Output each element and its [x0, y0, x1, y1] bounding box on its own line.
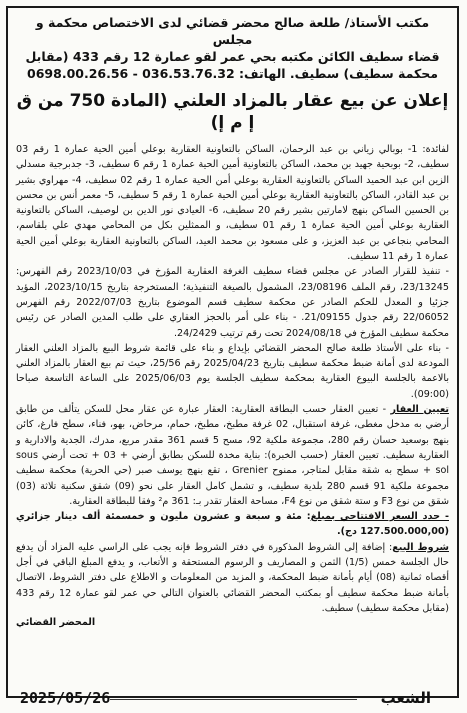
paragraph-sale-conditions: [16, 540, 449, 616]
notice-title: إعلان عن بيع عقار بالمزاد العلني (المادة 750 من ق إ م إ): [16, 91, 449, 133]
legal-notice-frame: [6, 6, 459, 698]
notice-body: [16, 142, 449, 616]
sale-conditions-label: شروط البيع: [392, 541, 449, 553]
header-line: محكمة سطيف) سطيف. الهاتف: 036.53.76.32 - 0698.00.26.56: [27, 66, 438, 81]
property-text: - تعيين العقار حسب البطاقة العقارية: العقار عبارة عن عقار محل للسكن يتألف من طابق أرضي به مدخل مغطى، غرفة استقبال، 02 غرفة مطبخ، مطبخ، حمام، مرحاض، بهو، فناء، سطح فارغ، كائن بنهج بوسعيد حسان رقم 280، مجموعة ملكية 92، مسح 5 قسم 361 مقدر مربع، مدرك، الجدية والادارية و العقارية سطيف. تعيين العقار (حسب الخبرة): بناية مخدة للسكن بطابق أرضي + 03 + تحت أرضي sous sol + سطح به شقة مقابل لمتاجر، ممنوح Grenier ، تقع بنهج يوسف صبر (حي الحرية) محكمة سطيف مجموعة ملكية 91 قسم 280 بلدية سطيف، و تشمل كامل العقار على نحو (09) شقق سكنية تلاثة (03) شقق من نوع F3 و ستة شقق من نوع F4، مساحة العقار تقدر بـ: 361 م² وفقا للبطاقة العقارية.: [16, 404, 450, 507]
notice-header: [16, 14, 449, 82]
publication-date: 2025/05/26: [20, 689, 111, 707]
sale-conditions-text: : إضافة إلى الشروط المذكورة في دفتر الشروط فإنه يجب على الراسي عليه المزاد أن يدفع حال الجلسة خمس (1/5) الثمن و المصاريف و الرسوم المستحقة و الأتعاب، و يدفع المبلغ الباقي في أجل أقصاه ثمانية (08) أيام بأمانة ضبط المحكمة، و المزيد من المعلومات و الاطلاع على دفتر الشروط، الاتصال بأمانة ضبط محكمة سطيف أو بمكتب المحضر القضائي بالعنوان التالي حي عمر لقو عمارة 12 رقم 433 (مقابل محكمة سطيف) سطيف.: [16, 541, 449, 614]
price-text: : مئة و سبعة و عشرون مليون و خمسمئة ألف دينار جزائري (127.500.000,00 دج).: [16, 511, 449, 538]
newspaper-name: الشعب: [380, 689, 431, 707]
clipping-footer: [0, 687, 467, 713]
footer-divider: [110, 699, 357, 700]
header-line: مكتب الأستاذ/ طلعة صالح محضر قضائي لدى الاختصاص محكمة و مجلس: [35, 15, 430, 47]
paragraph-property-description: [16, 402, 449, 509]
paragraph-opening-price: [16, 509, 449, 540]
signature: المحضر القضائي: [16, 617, 96, 629]
price-label: - حدد السعر الافتتاحي بمبلغ: [310, 511, 449, 523]
property-label: تعيين العقار: [390, 404, 449, 416]
paragraph-execution: - تنفيذ للقرار الصادر عن مجلس قضاء سطيف الغرفة العقارية المؤرخ في 2023/10/03 رقم الفهرس: 23/13245، رقم الملف 23/08196، المشمول بالصيغة التنفيذية؛ المستخرجة بتاريخ 2023/10/15، المؤيد جزئيا و المعدل للحكم الصادر عن محكمة سطيف قسم الموضوع بتاريخ 2022/07/03 رقم الفهرس 22/06052 رقم جدول 21/09155. - بناء على أمر بالحجز العقاري على طلب المدين الصادر عن رئيس محكمة سطيف المؤرخ في 2024/08/18 تحت رقم ترتيب 24/2429.: [16, 266, 449, 339]
paragraph-conditions-filing: - بناء على الأستاذ طلعة صالح المحضر القضائي بإيداع و بناء على قائمة شروط البيع بالمزاد العلني العقار المودعة لدى أمانة ضبط محكمة سطيف بتاريخ 2025/04/23 رقم 25/56، حيث تم بيع العقار بالمزاد العلني بالاعمة بالجلسة البيوع العقارية بمحكمة سطيف الجلسة يوم 2025/06/03 على الساعة التاسعة صباحا (09:00).: [16, 342, 449, 400]
header-line: قضاء سطيف الكائن مكتبه بحي عمر لقو عمارة 12 رقم 433 (مقابل: [25, 49, 440, 64]
paragraph-beneficiaries: لفائدة: 1- بوبالي زياني بن عبد الرحمان، الساكن بالتعاونية العقارية بوعلي أمين الحية عمارة 1 رقم 03 سطيف، 2- بوبحية جهيد بن محمد، الساكن بالتعاونية أمين الحية عمارة 1 رقم 6 سطيف، 3- جدبرجية مسدلي الزين ابن عبد الحميد الساكن بالتعاونية العقارية بوعلي أمن الحية عمارة 1 رقم 02 سطيف، 4- مهراوي بشير بن عبد القادر، الساكن بالتعاونية العقارية بوعلي أمين الحية عمارة 1 رقم 5 سطيف، 5- معمر أنس بن محسن بن الحسين الساكن بنهج لامارتين بشير رقم 20 سطيف، 6- العيادي نور الدين بن لوصيف، الساكن بالتعاونية العقارية بوعلي أمين الحية عمارة 1 رقم 01 سطيف، و الممثلين بكل من المحامي مهدي علي بلقاسم، المحامي بنجاعي بن عبد العزيز، و على مسعود بن محمد العيد، الساكن بالتعاونية العقارية بوعلي أمين الحية عمارة 1 رقم 11 سطيف.: [16, 144, 450, 263]
